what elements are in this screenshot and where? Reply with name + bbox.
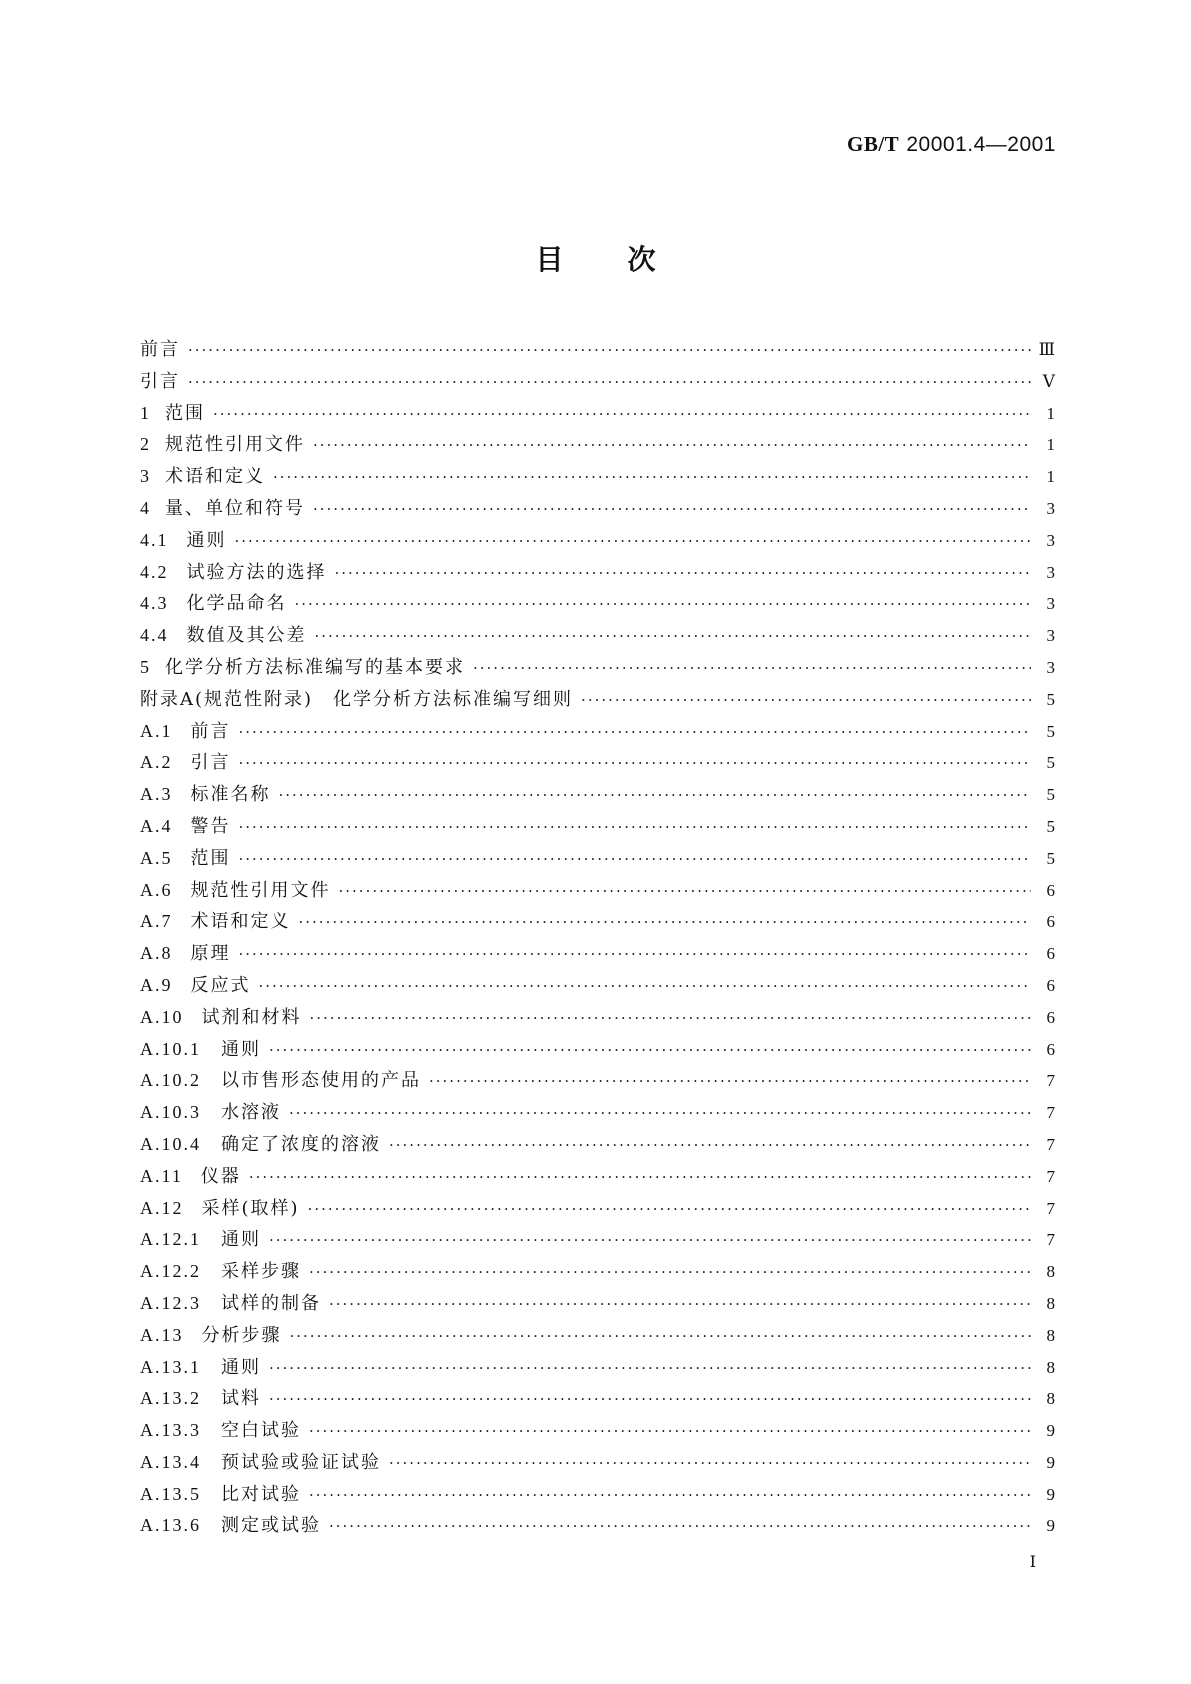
toc-entry-label: 通则: [186, 529, 227, 551]
toc-leader-dots: [389, 1130, 1031, 1162]
toc-entry-label: 分析步骤: [201, 1324, 282, 1346]
toc-entry-page: 1: [1046, 435, 1055, 455]
toc-entry-page: 6: [1046, 880, 1055, 900]
toc-entry[interactable]: [140, 1097, 1055, 1129]
toc-entry-number: 4.1: [140, 529, 169, 550]
toc-entry[interactable]: [140, 1447, 1055, 1479]
toc-leader-dots: [235, 526, 1032, 558]
toc-entry-label: 规范性引用文件: [190, 879, 331, 901]
toc-entry-number: A.5: [140, 847, 173, 868]
toc-entry-label: 反应式: [190, 974, 251, 996]
toc-leader-dots: [273, 462, 1031, 494]
toc-entry[interactable]: [140, 1002, 1055, 1034]
toc-entry-label: 前言: [190, 720, 231, 742]
toc-entry[interactable]: [140, 1352, 1055, 1384]
toc-leader-dots: [309, 1480, 1031, 1512]
toc-entry-page: 8: [1046, 1262, 1055, 1282]
toc-entry-page: 6: [1046, 1039, 1055, 1059]
toc-leader-dots: [239, 939, 1032, 971]
toc-entry[interactable]: [140, 1288, 1055, 1320]
toc-entry-label: 引言: [190, 752, 231, 774]
toc-entry[interactable]: [140, 875, 1055, 907]
toc-entry[interactable]: [140, 747, 1055, 779]
toc-entry-label: 通则: [221, 1229, 261, 1251]
toc-leader-dots: [339, 876, 1032, 908]
toc-entry-page: 8: [1046, 1389, 1055, 1409]
toc-entry-label: 引言: [140, 370, 180, 392]
toc-entry-number: 4.3: [140, 593, 169, 614]
toc-entry-page: 5: [1046, 689, 1055, 709]
toc-leader-dots: [213, 399, 1031, 431]
toc-entry-page: 9: [1046, 1484, 1055, 1504]
toc-entry-page: 8: [1046, 1357, 1055, 1377]
toc-entry-number: A.8: [140, 943, 173, 964]
toc-entry-page: 8: [1046, 1293, 1055, 1313]
toc-entry[interactable]: [140, 493, 1055, 525]
toc-entry-number: 2: [140, 434, 151, 455]
toc-entry[interactable]: [140, 938, 1055, 970]
toc-entry-label: 通则: [221, 1038, 261, 1060]
toc-entry-page: 3: [1046, 562, 1055, 582]
toc-leader-dots: [239, 748, 1032, 780]
toc-entry-label: 采样步骤: [221, 1261, 301, 1283]
toc-leader-dots: [239, 717, 1032, 749]
toc-entry-label: 范围: [190, 847, 231, 869]
toc-entry-number: A.11: [140, 1165, 183, 1186]
toc-leader-dots: [309, 1416, 1031, 1448]
toc-entry-number: A.13.4: [140, 1451, 201, 1472]
toc-entry[interactable]: [140, 652, 1055, 684]
toc-entry-label: 水溶液: [221, 1102, 281, 1124]
toc-entry-number: A.12.3: [140, 1292, 201, 1313]
toc-entry-page: 5: [1046, 848, 1055, 868]
toc-entry-label: 数值及其公差: [186, 625, 307, 647]
toc-entry[interactable]: [140, 1383, 1055, 1415]
toc-entry-label: 原理: [190, 943, 231, 965]
toc-entry-page: 7: [1046, 1230, 1055, 1250]
toc-entry-label: 试料: [221, 1388, 261, 1410]
toc-entry-page: 6: [1046, 944, 1055, 964]
toc-leader-dots: [289, 1098, 1031, 1130]
table-of-contents: [140, 334, 1055, 1542]
toc-entry-label: 附录A(规范性附录) 化学分析方法标准编写细则: [140, 688, 574, 710]
standard-code: [847, 132, 1056, 157]
toc-entry-page: 6: [1046, 912, 1055, 932]
toc-entry-page: 3: [1046, 657, 1055, 677]
toc-leader-dots: [269, 1225, 1031, 1257]
toc-leader-dots: [269, 1035, 1031, 1067]
toc-entry[interactable]: [140, 334, 1055, 366]
toc-entry-page: 3: [1046, 626, 1055, 646]
toc-entry-number: 4: [140, 497, 151, 518]
toc-entry-label: 化学分析方法标准编写的基本要求: [165, 656, 465, 678]
toc-entry-page: 1: [1046, 467, 1055, 487]
toc-leader-dots: [290, 1321, 1032, 1353]
toc-entry-page: 9: [1046, 1516, 1055, 1536]
toc-leader-dots: [308, 1194, 1031, 1226]
toc-leader-dots: [269, 1384, 1031, 1416]
toc-leader-dots: [313, 430, 1031, 462]
toc-entry[interactable]: [140, 1415, 1055, 1447]
toc-leader-dots: [429, 1066, 1031, 1098]
toc-entry[interactable]: [140, 1479, 1055, 1511]
toc-leader-dots: [310, 1003, 1032, 1035]
toc-entry-label: 术语和定义: [165, 466, 265, 488]
toc-leader-dots: [249, 1162, 1031, 1194]
toc-entry[interactable]: [140, 1161, 1055, 1193]
toc-entry-page: 7: [1046, 1166, 1055, 1186]
toc-entry-page: 7: [1046, 1198, 1055, 1218]
toc-entry-label: 范围: [165, 402, 205, 424]
toc-entry[interactable]: [140, 1224, 1055, 1256]
toc-entry-label: 试验方法的选择: [186, 561, 327, 583]
toc-entry-page: 7: [1046, 1103, 1055, 1123]
toc-entry-number: A.13.5: [140, 1483, 201, 1504]
toc-entry-label: 试样的制备: [221, 1292, 321, 1314]
toc-entry-number: A.13.6: [140, 1515, 201, 1536]
toc-entry-page: 5: [1046, 753, 1055, 773]
toc-entry-label: 仪器: [200, 1165, 241, 1187]
toc-entry-number: 4.2: [140, 561, 169, 582]
toc-entry-number: A.12.1: [140, 1229, 201, 1250]
toc-entry-number: A.13.3: [140, 1420, 201, 1441]
toc-entry-number: 3: [140, 466, 151, 487]
page-title: 目次: [535, 243, 720, 276]
toc-entry[interactable]: [140, 461, 1055, 493]
toc-entry-label: 采样(取样): [201, 1197, 300, 1219]
toc-entry-label: 化学品命名: [186, 593, 287, 615]
toc-entry-label: 空白试验: [221, 1420, 301, 1442]
toc-leader-dots: [335, 558, 1032, 590]
toc-entry-label: 前言: [140, 339, 180, 360]
toc-entry[interactable]: [140, 684, 1055, 716]
toc-entry-page: 5: [1046, 721, 1055, 741]
toc-entry-label: 确定了浓度的溶液: [221, 1133, 381, 1155]
toc-entry-page: Ⅲ: [1038, 340, 1055, 359]
toc-entry[interactable]: [140, 366, 1055, 398]
toc-entry-label: 预试验或验证试验: [221, 1451, 381, 1473]
toc-entry-page: 7: [1046, 1071, 1055, 1091]
toc-leader-dots: [329, 1511, 1031, 1543]
toc-entry-label: 比对试验: [221, 1483, 301, 1505]
toc-entry-page: 5: [1046, 785, 1055, 805]
toc-entry[interactable]: [140, 588, 1055, 620]
toc-entry[interactable]: [140, 1320, 1055, 1352]
toc-entry-label: 测定或试验: [221, 1515, 321, 1537]
toc-entry-number: A.13: [140, 1324, 184, 1345]
toc-entry-number: 1: [140, 402, 151, 423]
toc-entry-page: 8: [1046, 1325, 1055, 1345]
toc-entry-label: 通则: [221, 1356, 261, 1378]
toc-leader-dots: [269, 1353, 1031, 1385]
toc-entry-number: 4.4: [140, 625, 169, 646]
toc-entry-page: 3: [1046, 498, 1055, 518]
toc-leader-dots: [299, 907, 1032, 939]
toc-entry-page: 5: [1046, 816, 1055, 836]
toc-leader-dots: [259, 971, 1032, 1003]
toc-entry[interactable]: [140, 843, 1055, 875]
toc-entry-page: 1: [1046, 403, 1055, 423]
toc-entry-page: 3: [1046, 594, 1055, 614]
toc-entry-number: A.12.2: [140, 1261, 201, 1282]
toc-leader-dots: [295, 589, 1032, 621]
toc-entry-page: 7: [1046, 1134, 1055, 1154]
toc-entry-label: 警告: [190, 815, 231, 837]
toc-entry-number: A.10.3: [140, 1102, 201, 1123]
toc-entry[interactable]: [140, 1510, 1055, 1542]
toc-entry[interactable]: [140, 1129, 1055, 1161]
toc-entry-label: 量、单位和符号: [165, 497, 305, 519]
toc-entry-number: A.10.4: [140, 1133, 201, 1154]
toc-entry[interactable]: [140, 779, 1055, 811]
toc-leader-dots: [389, 1448, 1031, 1480]
toc-leader-dots: [279, 780, 1032, 812]
toc-entry-number: A.1: [140, 720, 173, 741]
toc-entry-number: A.7: [140, 911, 173, 932]
toc-entry[interactable]: [140, 1193, 1055, 1225]
toc-entry[interactable]: [140, 557, 1055, 589]
toc-entry-page: 9: [1046, 1421, 1055, 1441]
toc-entry-label: 术语和定义: [190, 911, 291, 933]
toc-entry-number: A.13.1: [140, 1356, 201, 1377]
toc-leader-dots: [309, 1257, 1031, 1289]
toc-entry-page: 6: [1046, 1007, 1055, 1027]
toc-entry[interactable]: [140, 1065, 1055, 1097]
toc-entry-label: 规范性引用文件: [165, 434, 305, 456]
toc-entry[interactable]: [140, 970, 1055, 1002]
toc-leader-dots: [239, 812, 1032, 844]
toc-entry-page: Ⅴ: [1042, 371, 1055, 391]
toc-entry-number: A.2: [140, 752, 173, 773]
toc-entry[interactable]: [140, 906, 1055, 938]
toc-entry[interactable]: [140, 398, 1055, 430]
toc-leader-dots: [239, 844, 1032, 876]
toc-entry-number: A.12: [140, 1197, 184, 1218]
toc-entry-number: 5: [140, 656, 151, 677]
toc-entry-number: A.10.2: [140, 1070, 201, 1091]
toc-entry[interactable]: [140, 1034, 1055, 1066]
standard-code-number: 20001.4—2001: [906, 133, 1056, 156]
toc-entry-number: A.13.2: [140, 1388, 201, 1409]
toc-leader-dots: [188, 335, 1031, 367]
toc-entry-number: A.6: [140, 879, 173, 900]
toc-entry-number: A.10: [140, 1006, 184, 1027]
toc-entry[interactable]: [140, 620, 1055, 652]
toc-entry-number: A.3: [140, 784, 173, 805]
toc-entry-label: 试剂和材料: [201, 1006, 302, 1028]
toc-leader-dots: [188, 367, 1031, 399]
toc-entry[interactable]: [140, 429, 1055, 461]
toc-entry[interactable]: [140, 716, 1055, 748]
toc-entry[interactable]: [140, 525, 1055, 557]
toc-entry-label: 标准名称: [190, 784, 271, 806]
toc-entry-page: 9: [1046, 1452, 1055, 1472]
toc-entry-number: A.4: [140, 815, 173, 836]
toc-entry-label: 以市售形态使用的产品: [221, 1070, 421, 1092]
toc-leader-dots: [315, 621, 1032, 653]
toc-entry-number: A.10.1: [140, 1038, 201, 1059]
toc-leader-dots: [313, 494, 1031, 526]
standard-code-prefix: GB/T: [846, 132, 900, 156]
toc-leader-dots: [581, 685, 1031, 717]
toc-entry[interactable]: [140, 811, 1055, 843]
toc-leader-dots: [473, 653, 1031, 685]
page-number: Ⅰ: [1029, 1554, 1036, 1571]
toc-entry-page: 3: [1046, 530, 1055, 550]
toc-entry-page: 6: [1046, 975, 1055, 995]
toc-entry[interactable]: [140, 1256, 1055, 1288]
toc-entry-number: A.9: [140, 974, 173, 995]
toc-leader-dots: [329, 1289, 1031, 1321]
